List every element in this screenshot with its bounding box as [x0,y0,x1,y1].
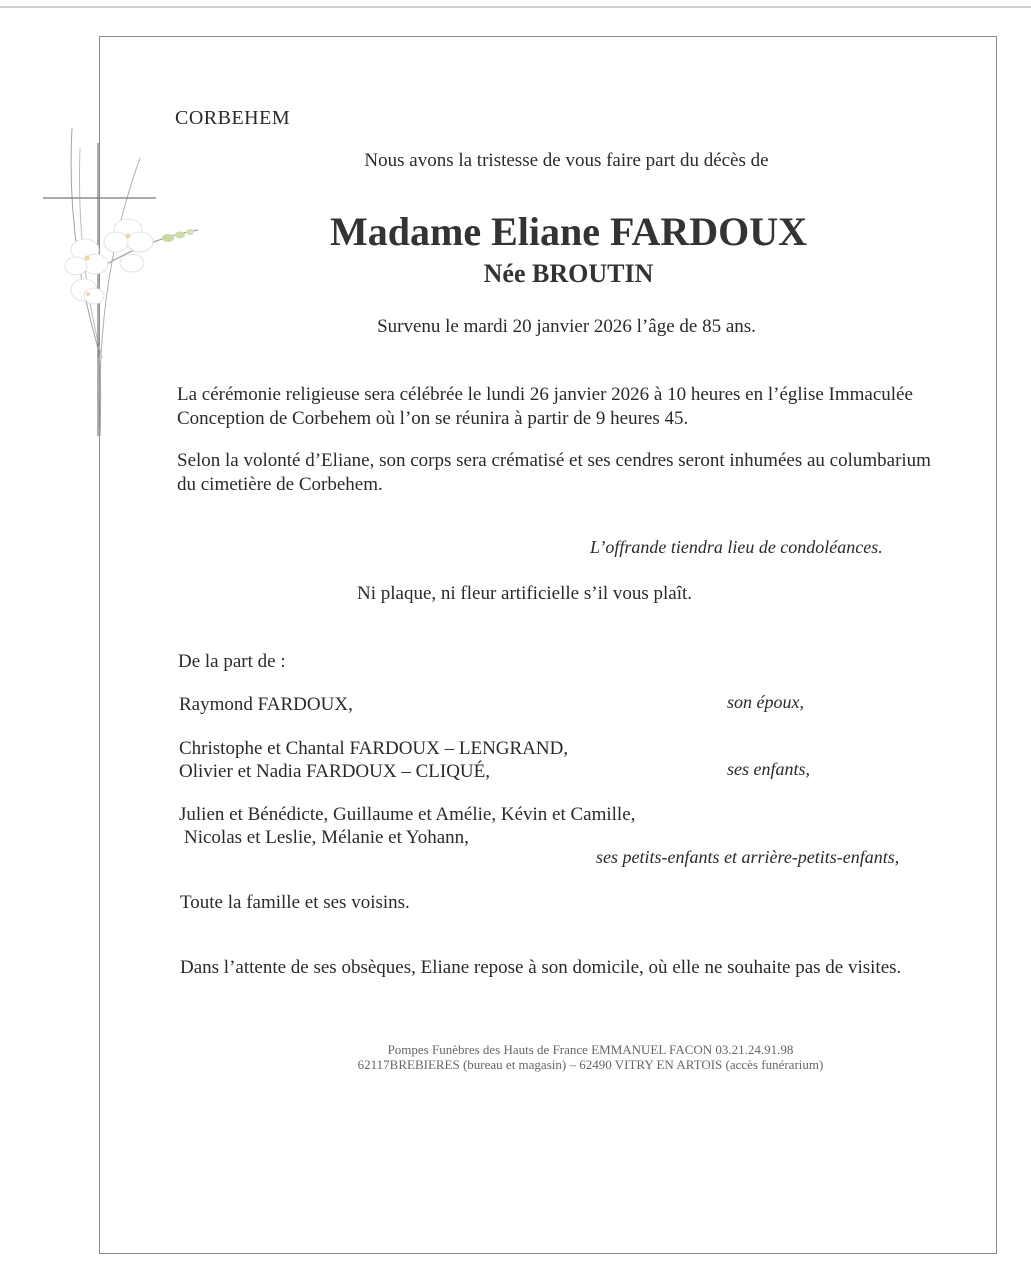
cremation-paragraph [177,449,931,497]
no-plaque-note: Ni plaque, ni fleur artificielle s’il vous plaît. [357,583,693,604]
spouse-name: Raymond FARDOUX, [179,694,353,715]
grandchildren-names: Nicolas et Leslie, Mélanie et Yohann, [184,827,469,848]
scan-top-edge [0,6,1031,8]
children-name: Christophe et Chantal FARDOUX – LENGRAND, [179,738,569,759]
children-name: Olivier et Nadia FARDOUX – CLIQUÉ, [179,761,490,782]
spouse-role: son époux, [727,692,804,712]
funeral-home-line: Pompes Funèbres des Hauts de France EMMANUEL FACON 03.21.24.91.98 [387,1042,794,1057]
cremation-line: Selon la volonté d’Eliane, son corps sera crématisé et ses cendres seront inhumées au columbarium [177,450,931,471]
funeral-home-address: 62117BREBIERES (bureau et magasin) – 62490 VITRY EN ARTOIS (accès funérarium) [357,1057,824,1072]
ceremony-paragraph [177,383,913,431]
ceremony-line: Conception de Corbehem où l’on se réunira à partir de 9 heures 45. [177,408,689,429]
cremation-line: du cimetière de Corbehem. [177,474,383,495]
grandchildren-role: ses petits-enfants et arrière-petits-enfants, [596,847,900,867]
offering-note: L’offrande tiendra lieu de condoléances. [590,537,883,557]
other-family: Toute la famille et ses voisins. [180,892,410,913]
deceased-name: Madame Eliane FARDOUX [330,209,807,254]
visit-note: Dans l’attente de ses obsèques, Eliane repose à son domicile, où elle ne souhaite pas de visites. [180,957,902,978]
announcement-intro: Nous avons la tristesse de vous faire part du décès de [364,150,769,171]
maiden-name: Née BROUTIN [483,259,654,288]
children-role: ses enfants, [727,759,810,779]
grandchildren-names: Julien et Bénédicte, Guillaume et Amélie, Kévin et Camille, [179,804,636,825]
family-intro: De la part de : [178,651,286,672]
ceremony-line: La cérémonie religieuse sera célébrée le lundi 26 janvier 2026 à 10 heures en l’église Immaculée [177,384,913,405]
town-name: CORBEHEM [175,107,291,129]
date-of-death: Survenu le mardi 20 janvier 2026 l’âge de 85 ans. [377,316,756,337]
